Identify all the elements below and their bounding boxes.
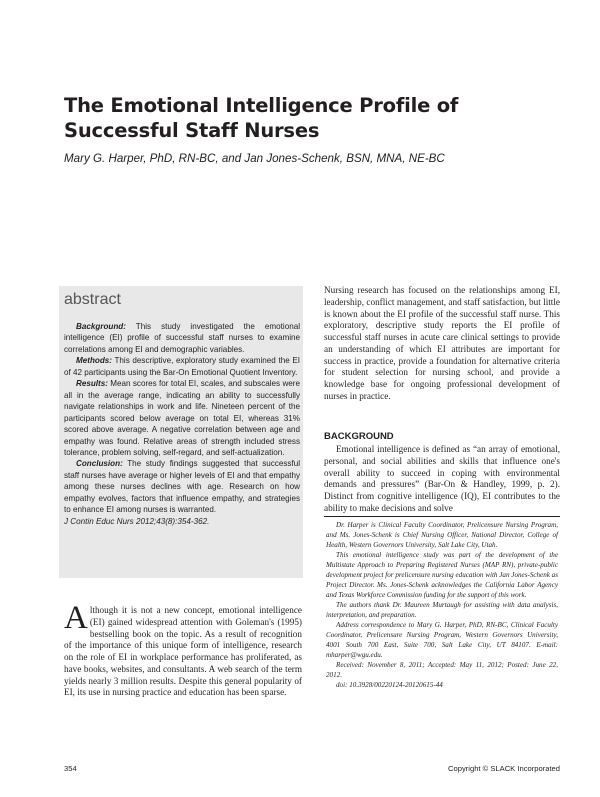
- footnote-dates: Received: November 8, 2011; Accepted: May 11, 2012; Posted: June 22, 2012.: [326, 661, 558, 679]
- abstract-body: [64, 321, 300, 527]
- right-column-paragraph: Nursing research has focused on the relationships among EI, leadership, conflict management, and staff satisfaction, but little is known about the EI profile of the successful staff nurse. This exploratory, descriptive study reports the EI profile of successful staff nurses in acute care clinical settings to provide an understanding of which EI attributes are important for success in practice, provide a foundation for alternative criteria for student selection for nursing school, and provide a knowledge base for ongoing professional development of nurses in practice.: [324, 285, 560, 401]
- background-heading: BACKGROUND: [324, 431, 394, 442]
- abstract-results: [64, 378, 300, 458]
- footnote-affiliation: Dr. Harper is Clinical Faculty Coordinator, Prelicensure Nursing Program, and Ms. Jones-Schenk is Chief Nursing Officer, National Director, College of Health, Western Governors University, Salt Lake City, Utah.: [326, 521, 558, 549]
- author-line: Mary G. Harper, PhD, RN-BC, and Jan Jones-Schenk, BSN, MNA, NE-BC: [64, 152, 445, 165]
- copyright-notice: Copyright © SLACK Incorporated: [448, 764, 560, 773]
- methods-label: Methods:: [76, 356, 112, 366]
- footnote-correspondence: Address correspondence to Mary G. Harper, PhD, RN-BC, Clinical Faculty Coordinator, Prelicensure Nursing Program, Western Governors University, 4001 South 700 East, Suite 700, Salt Lake City, UT 84107. E-mail: mharper@wgu.edu.: [326, 621, 558, 659]
- intro-text: lthough it is not a new concept, emotional intelligence (EI) gained widespread attention with Goleman's (1995) bestselling book on the topic. As a result of recognition of the importance of this unique form of intelligence, research on the role of EI in workplace performance has proliferated, as have books, websites, and consultants. A web search of the term yields nearly 3 million results. Despite this general popularity of EI, its use in nursing practice and education has been sparse.: [64, 605, 302, 698]
- footnote-divider: [324, 516, 560, 517]
- conclusion-text: The study findings suggested that successful staff nurses have average or higher levels of EI and that empathy among these nurses declines with age. Research on how empathy evolves, factors that influence empathy, and strategies to enhance EI among nurses is warranted.: [64, 459, 300, 515]
- footnotes: [326, 520, 558, 690]
- abstract-conclusion: [64, 458, 300, 515]
- intro-paragraph: [64, 600, 302, 699]
- background-label: Background:: [76, 322, 126, 331]
- methods-text: This descriptive, exploratory study examined the EI of 42 participants using the Bar-On Emotional Quotient Inventory.: [64, 356, 300, 377]
- abstract-heading: abstract: [64, 291, 121, 308]
- footnote-doi: doi: 10.3928/00220124-20120615-44: [336, 681, 443, 689]
- article-title: The Emotional Intelligence Profile of Successful Staff Nurses: [64, 94, 459, 142]
- abstract-methods: [64, 355, 300, 378]
- drop-cap: A: [64, 600, 88, 636]
- abstract-citation: J Contin Educ Nurs 2012;43(8):354-362.: [64, 516, 210, 526]
- page-number: 354: [64, 764, 77, 773]
- footnote-funding: This emotional intelligence study was part of the development of the Multistate Approach to Preparing Registered Nurses (MAP RN), private-public development project for prelicensure nursing education with Jan Jones-Schenk as Project Director. Ms. Jones-Schenk acknowledges the California Labor Agency and Texas Workforce Commission funding for the support of this work.: [326, 551, 558, 599]
- background-paragraph: Emotional intelligence is defined as “an array of emotional, personal, and social abilities and skills that influence one's overall ability to succeed in coping with environmental demands and pressures” (Bar-On & Handley, 1999, p. 2). Distinct from cognitive intelligence (IQ), EI contributes to the ability to make decisions and solve: [324, 444, 560, 513]
- results-label: Results:: [76, 379, 108, 389]
- abstract-background: [64, 321, 300, 355]
- footnote-acknowledgment: The authors thank Dr. Maureen Murtaugh for assisting with data analysis, interpretation, and preparation.: [326, 601, 558, 619]
- results-text: Mean scores for total EI, scales, and subscales were all in the average range, indicating an ability to successfully navigate relationships in work and life. Nineteen percent of the participants scored below average on total EI, whereas 31% scored above average. A negative correlation between age and empathy was found. Relative areas of strength included stress tolerance, problem solving, self-regard, and self-actualization.: [64, 379, 300, 457]
- conclusion-label: Conclusion:: [76, 459, 123, 469]
- background-text: This study investigated the emotional intelligence (EI) profile of successful staff nurses to examine correlations among EI and demographic variables.: [64, 322, 300, 354]
